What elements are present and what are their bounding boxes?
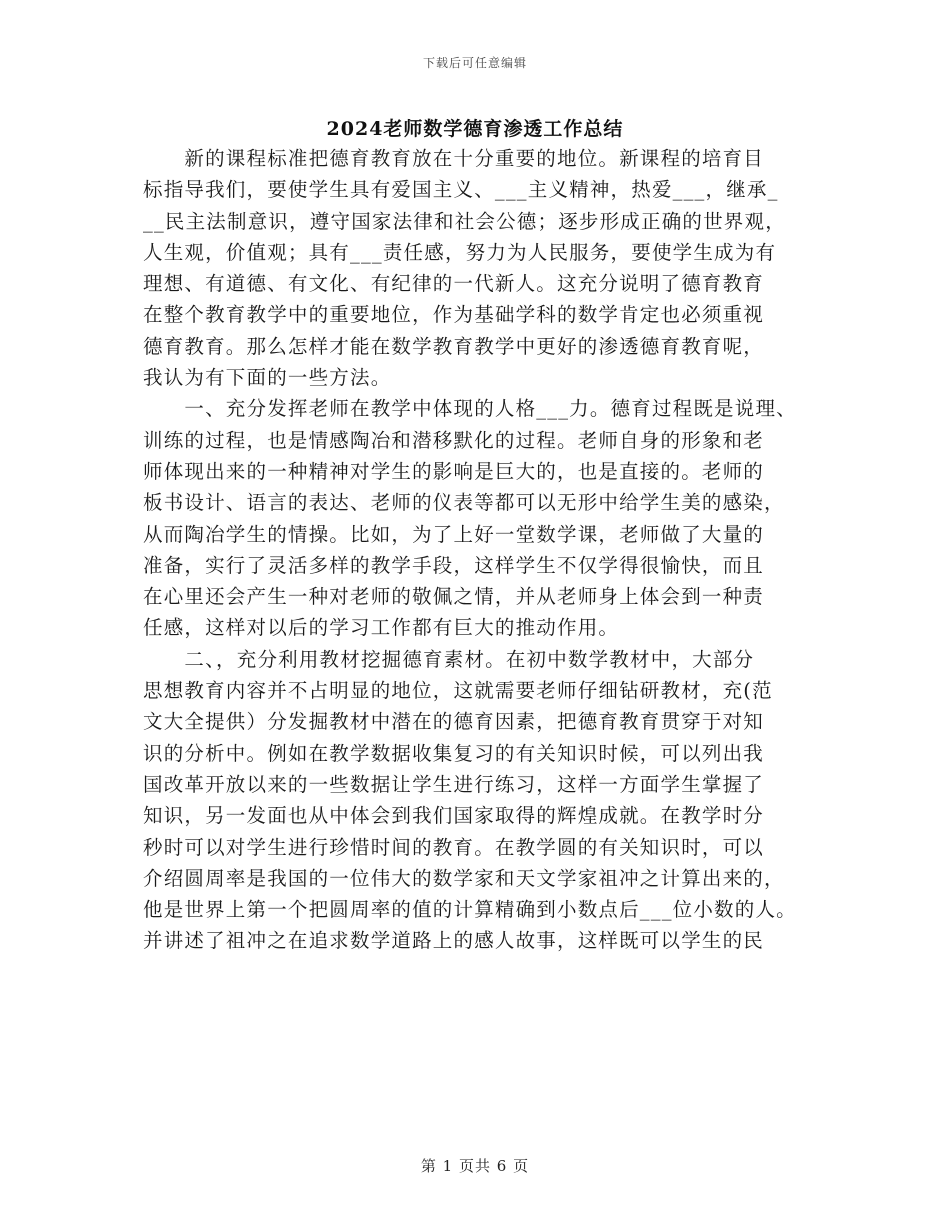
body-line: __民主法制意识，遵守国家法律和社会公德；逐步形成正确的世界观， (143, 209, 786, 233)
body-line: 任感，这样对以后的学习工作都有巨大的推动作用。 (143, 616, 620, 640)
body-line: 他是世界上第一个把圆周率的值的计算精确到小数点后___位小数的人。 (143, 898, 797, 922)
body-line: 识的分析中。例如在教学数据收集复习的有关知识时候，可以列出我 (143, 741, 765, 765)
body-line: 新的课程标准把德育教育放在十分重要的地位。新课程的培育目 (143, 147, 765, 170)
body-line: 理想、有道德、有文化、有纪律的一代新人。这充分说明了德育教育 (143, 272, 765, 296)
body-line: 标指导我们，要使学生具有爱国主义、___主义精神，热爱___，继承_ (143, 178, 779, 202)
body-line: 训练的过程，也是情感陶冶和潜移默化的过程。老师自身的形象和老 (143, 428, 765, 452)
body-line: 在整个教育教学中的重要地位，作为基础学科的数学肯定也必须重视 (143, 303, 765, 327)
body-line: 我认为有下面的一些方法。 (143, 366, 392, 390)
body-line: 二、，充分利用教材挖掘德育素材。在初中数学教材中，大部分 (143, 647, 755, 671)
body-line: 德育教育。那么怎样才能在数学教育教学中更好的渗透德育教育呢， (143, 334, 765, 358)
body-line: 人生观，价值观；具有___责任感，努力为人民服务，要使学生成为有 (143, 240, 777, 264)
body-line: 文大全提供）分发掘教材中潜在的德育因素，把德育教育贯穿于对知 (143, 710, 765, 734)
page-number-footer: 第 1 页共 6 页 (420, 1157, 530, 1175)
body-line: 准备，实行了灵活多样的教学手段，这样学生不仅学得很愉快，而且 (143, 553, 765, 577)
body-line: 思想教育内容并不占明显的地位，这就需要老师仔细钻研教材，充(范 (143, 679, 773, 703)
body-line: 介绍圆周率是我国的一位伟大的数学家和天文学家祖冲之计算出来的， (143, 866, 785, 890)
body-line: 并讲述了祖冲之在追求数学道路上的感人故事，这样既可以学生的民 (143, 929, 765, 953)
body-line: 秒时可以对学生进行珍惜时间的教育。在教学圆的有关知识时，可以 (143, 835, 765, 859)
document-title: 2024老师数学德育渗透工作总结 (326, 118, 624, 140)
body-line: 一、充分发挥老师在教学中体现的人格___力。德育过程既是说理、 (143, 397, 797, 421)
body-line: 在心里还会产生一种对老师的敬佩之情，并从老师身上体会到一种责 (143, 585, 765, 609)
body-line: 知识，另一发面也从中体会到我们国家取得的辉煌成就。在教学时分 (143, 804, 765, 828)
body-line: 板书设计、语言的表达、老师的仪表等都可以无形中给学生美的感染， (143, 491, 785, 515)
body-line: 师体现出来的一种精神对学生的影响是巨大的，也是直接的。老师的 (143, 459, 765, 483)
body-line: 从而陶冶学生的情操。比如，为了上好一堂数学课，老师做了大量的 (143, 522, 765, 546)
body-line: 国改革开放以来的一些数据让学生进行练习，这样一方面学生掌握了 (143, 772, 765, 796)
document-body (143, 143, 833, 957)
page-header-note: 下载后可任意编辑 (422, 56, 527, 70)
